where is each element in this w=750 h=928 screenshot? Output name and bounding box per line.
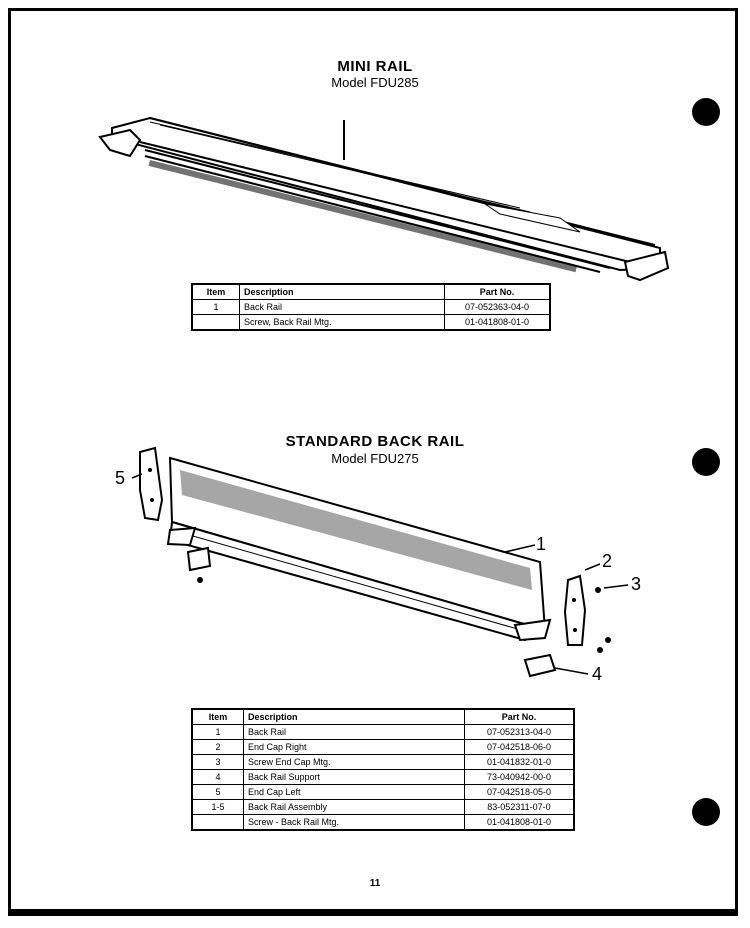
cell-description: Screw End Cap Mtg.: [244, 755, 465, 770]
cell-description: Back Rail: [240, 300, 445, 315]
cell-part-no: 07-052363-04-0: [445, 300, 551, 315]
header-description: Description: [244, 709, 465, 725]
cell-part-no: 01-041832-01-0: [465, 755, 575, 770]
cell-item: 5: [192, 785, 244, 800]
callout-1: 1: [536, 534, 547, 554]
table-row: [192, 785, 574, 800]
cell-part-no: 83-052311-07-0: [465, 800, 575, 815]
cell-part-no: 01-041808-01-0: [445, 315, 551, 331]
callout-4: 4: [592, 664, 603, 684]
cell-description: End Cap Right: [244, 740, 465, 755]
header-item: Item: [192, 284, 240, 300]
cell-item: 3: [192, 755, 244, 770]
cell-part-no: 07-052313-04-0: [465, 725, 575, 740]
header-item: Item: [192, 709, 244, 725]
callout-2: 2: [602, 551, 613, 571]
table-row: [192, 740, 574, 755]
cell-description: Back Rail Support: [244, 770, 465, 785]
cell-part-no: 07-042518-06-0: [465, 740, 575, 755]
cell-item: 1: [192, 725, 244, 740]
page-number: 11: [369, 878, 381, 889]
cell-item: 1-5: [192, 800, 244, 815]
cell-item: [192, 815, 244, 831]
table-header-row: [192, 709, 574, 725]
cell-description: Back Rail: [244, 725, 465, 740]
callout-3: 3: [631, 574, 642, 594]
cell-description: End Cap Left: [244, 785, 465, 800]
standard-rail-title: STANDARD BACK RAIL: [285, 433, 465, 450]
mini-rail-title: MINI RAIL: [337, 58, 413, 75]
cell-item: 1: [192, 300, 240, 315]
cell-description: Screw, Back Rail Mtg.: [240, 315, 445, 331]
table-row: [192, 815, 574, 831]
table-row: [192, 800, 574, 815]
cell-description: Screw - Back Rail Mtg.: [244, 815, 465, 831]
cell-description: Back Rail Assembly: [244, 800, 465, 815]
table-row: [192, 755, 574, 770]
standard-rail-parts-table: [191, 708, 575, 831]
header-part-no: Part No.: [445, 284, 551, 300]
table-row: [192, 770, 574, 785]
header-part-no: Part No.: [465, 709, 575, 725]
header-description: Description: [240, 284, 445, 300]
cell-item: 2: [192, 740, 244, 755]
bottom-rule: [8, 912, 738, 916]
standard-rail-model: Model FDU275: [331, 451, 419, 466]
cell-part-no: 07-042518-05-0: [465, 785, 575, 800]
cell-item: 4: [192, 770, 244, 785]
table-row: [192, 725, 574, 740]
cell-part-no: 73-040942-00-0: [465, 770, 575, 785]
callout-5: 5: [115, 468, 126, 488]
mini-rail-model: Model FDU285: [331, 75, 419, 90]
cell-part-no: 01-041808-01-0: [465, 815, 575, 831]
